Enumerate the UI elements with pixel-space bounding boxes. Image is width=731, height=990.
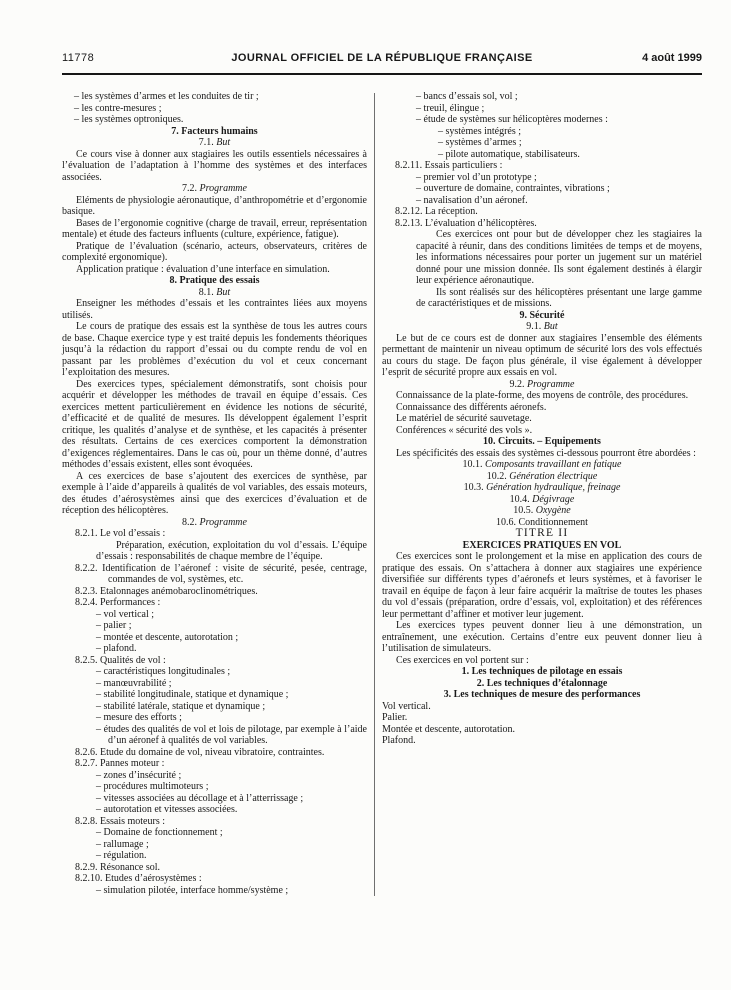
heading-number: 10.1. [462, 459, 486, 470]
list-item: – treuil, élingue ; [416, 102, 485, 114]
list-item: – Domaine de fonctionnement ; [96, 827, 223, 838]
subsection-heading [62, 183, 367, 195]
list-item: – caractéristiques longitudinales ; [96, 666, 231, 677]
paragraph: Bases de l’ergonomie cognitive (charge de travail, erreur, représentation mentale) et étude des facteurs influents (culture, expérience, fatigue). [62, 217, 367, 240]
heading-label: Conditionnement [518, 516, 588, 528]
page-content [62, 91, 702, 896]
section-heading: EXERCICES PRATIQUES EN VOL [462, 539, 622, 551]
paragraph: Montée et descente, autorotation. [382, 723, 516, 735]
paragraph: Connaissance des différents aéronefs. [396, 401, 547, 413]
subsection-heading [382, 459, 702, 471]
list-item: – vitesses associées au décollage et à l’atterrissage ; [96, 792, 304, 804]
heading-number: 7.1. [198, 137, 217, 148]
heading-number: 10.6. [496, 516, 519, 528]
paragraph: Vol vertical. [382, 700, 431, 712]
paragraph: Ces exercices en vol portent sur : [396, 654, 529, 666]
list-item: – pilote automatique, stabilisateurs. [438, 148, 580, 160]
heading-label: Composants travaillant en fatique [485, 459, 622, 470]
numbered-item: 8.2.1. Le vol d’essais : [75, 528, 166, 539]
section-heading: 9. Sécurité [519, 309, 565, 321]
list-item: – régulation. [96, 850, 147, 861]
heading-label: But [216, 137, 231, 148]
list-item: – systèmes d’armes ; [438, 137, 522, 148]
numbered-item: 8.2.13. L’évaluation d’hélicoptères. [395, 217, 537, 229]
list-item: – montée et descente, autorotation ; [96, 631, 239, 643]
numbered-item: 8.2.6. Etude du domaine de vol, niveau vibratoire, contraintes. [75, 746, 325, 758]
subsection-heading [382, 494, 702, 506]
paragraph: Le matériel de sécurité sauvetage. [396, 413, 532, 424]
section-heading: 10. Circuits. – Equipements [483, 436, 601, 447]
page-header [62, 0, 702, 64]
list-item: – stabilité longitudinale, statique et dynamique ; [96, 689, 289, 700]
heading-number: 10.2. [486, 470, 510, 482]
list-item: – systèmes intégrés ; [438, 125, 522, 137]
heading-label: Programme [199, 183, 247, 194]
paragraph: Eléments de physiologie aéronautique, d’anthropométrie et d’ergonomie basique. [62, 194, 367, 217]
list-item: – bancs d’essais sol, vol ; [416, 91, 518, 102]
list-item: – simulation pilotée, interface homme/système ; [96, 884, 289, 896]
column-divider [374, 93, 375, 896]
journal-title: JOURNAL OFFICIEL DE LA RÉPUBLIQUE FRANÇAISE [231, 52, 533, 64]
heading-number: 8.1. [198, 286, 217, 298]
paragraph: Le cours de pratique des essais est la synthèse de tous les autres cours de base. Chaque exercice type y est traité depuis les fondements théoriques jusqu’à la rédaction du rapport d’essai ou du compte rendu de vol en passant par les problèmes d’exécution du vol et ceux concernant l’exploitation des mesures. [62, 321, 367, 378]
heading-label: Programme [199, 516, 247, 528]
subsection-heading [62, 137, 367, 149]
indented-paragraph: Ces exercices ont pour but de développer chez les stagiaires la capacité à réunir, dans des conditions limitées de temps et de moyens, les informations nécessaires pour porter un jugement sur un matériel donné pour une mission donnée. Ils sont également destinés à élargir leur expérience aéronautique. [416, 229, 702, 286]
paragraph: Pratique de l’évaluation (scénario, acteurs, observateurs, critères de complexité ergonomique). [62, 240, 367, 263]
heading-number: 10.3. [463, 482, 487, 493]
paragraph: A ces exercices de base s’ajoutent des exercices de synthèse, par exemple à l’aide d’appareils à qualités de vol variables, des essais moteurs, des études d’aérosystèmes ainsi que des exercices d’évaluation et de réception des hélicoptères. [62, 470, 367, 516]
paragraph: Conférences « sécurité des vols ». [396, 424, 533, 436]
paragraph: Enseigner les méthodes d’essais et les contraintes liées aux moyens utilisés. [62, 298, 367, 321]
list-item: – les systèmes optroniques. [74, 114, 184, 125]
list-item: – ouverture de domaine, contraintes, vibrations ; [416, 183, 610, 194]
paragraph: Plafond. [382, 735, 416, 746]
heading-label: But [543, 321, 558, 332]
title-heading: TITRE II [515, 527, 569, 539]
list-item: – stabilité latérale, statique et dynamique ; [96, 700, 266, 712]
section-heading: 8. Pratique des essais [169, 275, 260, 286]
list-item: – procédures multimoteurs ; [96, 781, 209, 792]
indented-paragraph: Ils sont réalisés sur des hélicoptères présentant une large gamme de caractéristiques et de missions. [416, 286, 702, 309]
subsection-heading [62, 517, 367, 529]
numbered-item: 8.2.7. Pannes moteur : [75, 758, 165, 769]
paragraph: Des exercices types, spécialement démonstratifs, sont choisis pour acquérir et développer les méthodes de travail en équipe d’essais. Ces exercices mettent particulièrement en évidence les notions de sécurité, d’efficacité et de qualité de mesures. Ils développent également l’esprit critique, les qualités d’analyse et de synthèse, et les capacités à présenter des résultats. Certains de ces exercices comportent la démonstration d’exigences réglementaires. Dans le cas où, pour un thème donné, d’autres méthodes d’essais existent, elles sont évoquées. [62, 378, 367, 470]
section-heading: 1. Les techniques de pilotage en essais [461, 666, 623, 677]
section-heading: 2. Les techniques d’étalonnage [476, 677, 608, 689]
heading-label: Oxygène [535, 505, 571, 516]
section-heading: 3. Les techniques de mesure des performances [443, 689, 641, 700]
subsection-heading [62, 287, 367, 299]
heading-number: 10.5. [513, 505, 536, 516]
list-item: – études des qualités de vol et lois de pilotage, par exemple à l’aide d’un aéronef à qualités de vol variables. [96, 723, 367, 746]
subsection-heading [382, 482, 702, 494]
paragraph: Connaissance de la plate-forme, des moyens de contrôle, des procédures. [396, 390, 689, 401]
indented-paragraph: Préparation, exécution, exploitation du vol d’essais. L’équipe d’essais : responsabilités de chaque membre de l’équipe. [96, 539, 367, 562]
numbered-item: 8.2.11. Essais particuliers : [395, 160, 503, 171]
numbered-item: 8.2.3. Etalonnages anémobaroclinométriques. [75, 585, 258, 597]
heading-number: 10.4. [509, 493, 533, 505]
list-item: – mesure des efforts ; [96, 712, 182, 723]
numbered-item: 8.2.8. Essais moteurs : [75, 815, 165, 827]
header-rule [62, 73, 702, 75]
list-item: – les contre-mesures ; [74, 102, 162, 114]
list-item: – vol vertical ; [96, 608, 155, 620]
paragraph: Palier. [382, 712, 408, 723]
header-date: 4 août 1999 [642, 52, 702, 64]
list-item: – rallumage ; [96, 838, 149, 850]
heading-number: 7.2. [182, 183, 200, 194]
list-item: – navalisation d’un aéronef. [416, 194, 528, 206]
subsection-heading [382, 379, 702, 391]
list-item: – les systèmes d’armes et les conduites de tir ; [74, 91, 259, 102]
subsection-heading [382, 321, 702, 333]
paragraph: Ces exercices sont le prolongement et la mise en application des cours de pratique des essais. On s’attachera à donner aux stagiaires une expérience diversifiée sur différents types d’aéronefs et leurs systèmes, et à favoriser le travail en équipe de façon à leur faire acquérir la maîtrise de toutes les phases du vol d’essais (préparation, ordre d’essais, vol, exploitation) et des références leur permettant d’affiner et motiver leur jugement. [382, 551, 702, 620]
paragraph: Application pratique : évaluation d’une interface en simulation. [76, 263, 330, 275]
list-item: – plafond. [96, 643, 137, 654]
numbered-item: 8.2.12. La réception. [395, 206, 478, 217]
subsection-heading [382, 505, 702, 517]
numbered-item: 8.2.2. Identification de l’aéronef : visite de sécurité, pesée, centrage, commandes de vol, systèmes, etc. [75, 562, 367, 585]
paragraph: Le but de ce cours est de donner aux stagiaires l’ensemble des éléments permettant de maintenir un niveau optimum de sécurité lors des vols effectués au cours du stage. De façon plus générale, il vise également à développer l’esprit de sécurité propre aux essais en vol. [382, 332, 702, 378]
heading-label: But [216, 286, 231, 298]
numbered-item: 8.2.9. Résonance sol. [75, 861, 160, 873]
numbered-item: 8.2.5. Qualités de vol : [75, 654, 166, 666]
column-right [382, 91, 702, 896]
header-page-number: 11778 [62, 52, 95, 64]
heading-label: Programme [527, 378, 575, 390]
subsection-heading [382, 471, 702, 483]
heading-label: Génération hydraulique, freinage [486, 482, 621, 493]
heading-label: Génération électrique [509, 470, 598, 482]
paragraph: Les spécificités des essais des systèmes ci-dessous pourront être abordées : [396, 447, 696, 459]
heading-number: 9.1. [526, 321, 544, 332]
paragraph: Ce cours vise à donner aux stagiaires les outils essentiels nécessaires à l’évaluation de l’adaptation à l’homme des systèmes et des interfaces associées. [62, 148, 367, 183]
list-item: – premier vol d’un prototype ; [416, 171, 537, 183]
heading-label: Dégivrage [532, 493, 575, 505]
list-item: – palier ; [96, 620, 132, 631]
list-item: – autorotation et vitesses associées. [96, 804, 238, 815]
list-item: – zones d’insécurité ; [96, 769, 182, 781]
list-item: – étude de systèmes sur hélicoptères modernes : [416, 114, 608, 125]
list-item: – manœuvrabilité ; [96, 677, 172, 689]
numbered-item: 8.2.4. Performances : [75, 597, 161, 608]
heading-number: 9.2. [509, 378, 528, 390]
section-heading: 7. Facteurs humains [171, 125, 258, 137]
numbered-item: 8.2.10. Etudes d’aérosystèmes : [75, 873, 202, 884]
paragraph: Les exercices types peuvent donner lieu à une démonstration, un entraînement, une exécution. Certains d’entre eux peuvent donner lieu à l’utilisation de simulateurs. [382, 620, 702, 654]
heading-number: 8.2. [182, 516, 200, 528]
column-left [62, 91, 367, 896]
